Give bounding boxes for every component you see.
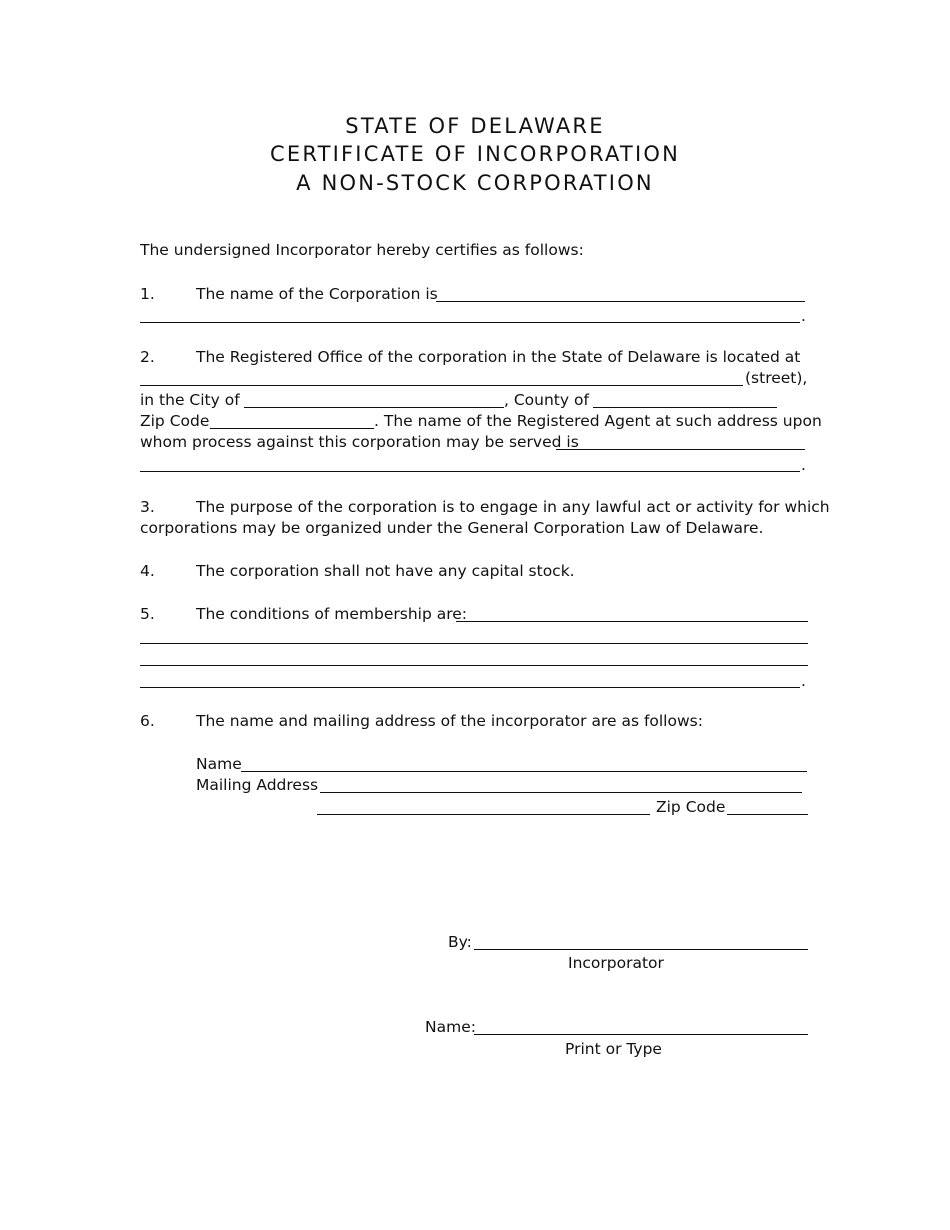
zip-field[interactable] xyxy=(210,414,374,429)
membership-field-2[interactable] xyxy=(140,629,808,644)
city-label: in the City of xyxy=(140,391,240,409)
street-label: (street), xyxy=(745,369,808,387)
agent-text-a: . The name of the Registered Agent at such address upon xyxy=(374,412,822,430)
item-3-number: 3. xyxy=(140,498,155,516)
incorporator-zip-label: Zip Code xyxy=(656,798,726,816)
intro-text: The undersigned Incorporator hereby certifies as follows: xyxy=(140,241,584,259)
item-5-end: . xyxy=(801,672,806,690)
incorporator-caption: Incorporator xyxy=(568,954,664,972)
title-state: STATE OF DELAWARE xyxy=(345,114,605,138)
agent-text-b: whom process against this corporation may be served is xyxy=(140,433,579,451)
title-certificate: CERTIFICATE OF INCORPORATION xyxy=(270,142,680,166)
item-6-text: The name and mailing address of the incorporator are as follows: xyxy=(196,712,703,730)
corporation-name-field-1[interactable] xyxy=(436,287,805,302)
membership-field-1[interactable] xyxy=(456,607,808,622)
item-2-number: 2. xyxy=(140,348,155,366)
print-name-field[interactable] xyxy=(474,1020,808,1035)
item-6-number: 6. xyxy=(140,712,155,730)
by-label: By: xyxy=(448,933,472,951)
mailing-address-label: Mailing Address xyxy=(196,776,319,794)
zip-label: Zip Code xyxy=(140,412,210,430)
county-label: , County of xyxy=(504,391,589,409)
print-name-label: Name: xyxy=(425,1018,476,1036)
agent-field-1[interactable] xyxy=(556,435,805,450)
item-4-text: The corporation shall not have any capital stock. xyxy=(196,562,575,580)
item-3-text-b: corporations may be organized under the General Corporation Law of Delaware. xyxy=(140,519,764,537)
item-2-end: . xyxy=(801,456,806,474)
incorporator-name-label: Name xyxy=(196,755,242,773)
item-2-text: The Registered Office of the corporation in the State of Delaware is located at xyxy=(196,348,801,366)
city-field[interactable] xyxy=(244,393,504,408)
mailing-address-field-1[interactable] xyxy=(320,778,802,793)
membership-field-4[interactable] xyxy=(140,673,800,688)
item-5-text: The conditions of membership are: xyxy=(196,605,468,623)
item-1-number: 1. xyxy=(140,285,155,303)
incorporator-name-field[interactable] xyxy=(241,757,807,772)
incorporator-zip-field[interactable] xyxy=(727,800,808,815)
item-3-text-a: The purpose of the corporation is to engage in any lawful act or activity for which xyxy=(196,498,830,516)
item-5-number: 5. xyxy=(140,605,155,623)
agent-field-2[interactable] xyxy=(140,457,800,472)
corporation-name-field-2[interactable] xyxy=(140,308,800,323)
membership-field-3[interactable] xyxy=(140,651,808,666)
street-field[interactable] xyxy=(140,371,743,386)
item-1-label xyxy=(196,284,438,305)
title-corporation-type: A NON-STOCK CORPORATION xyxy=(296,171,654,195)
county-field[interactable] xyxy=(593,393,777,408)
signature-field[interactable] xyxy=(474,935,808,950)
print-or-type-caption: Print or Type xyxy=(565,1040,662,1058)
item-1-text: The name of the Corporation is xyxy=(196,285,438,303)
item-1-end: . xyxy=(801,307,806,325)
item-4-number: 4. xyxy=(140,562,155,580)
mailing-address-field-2[interactable] xyxy=(317,800,650,815)
